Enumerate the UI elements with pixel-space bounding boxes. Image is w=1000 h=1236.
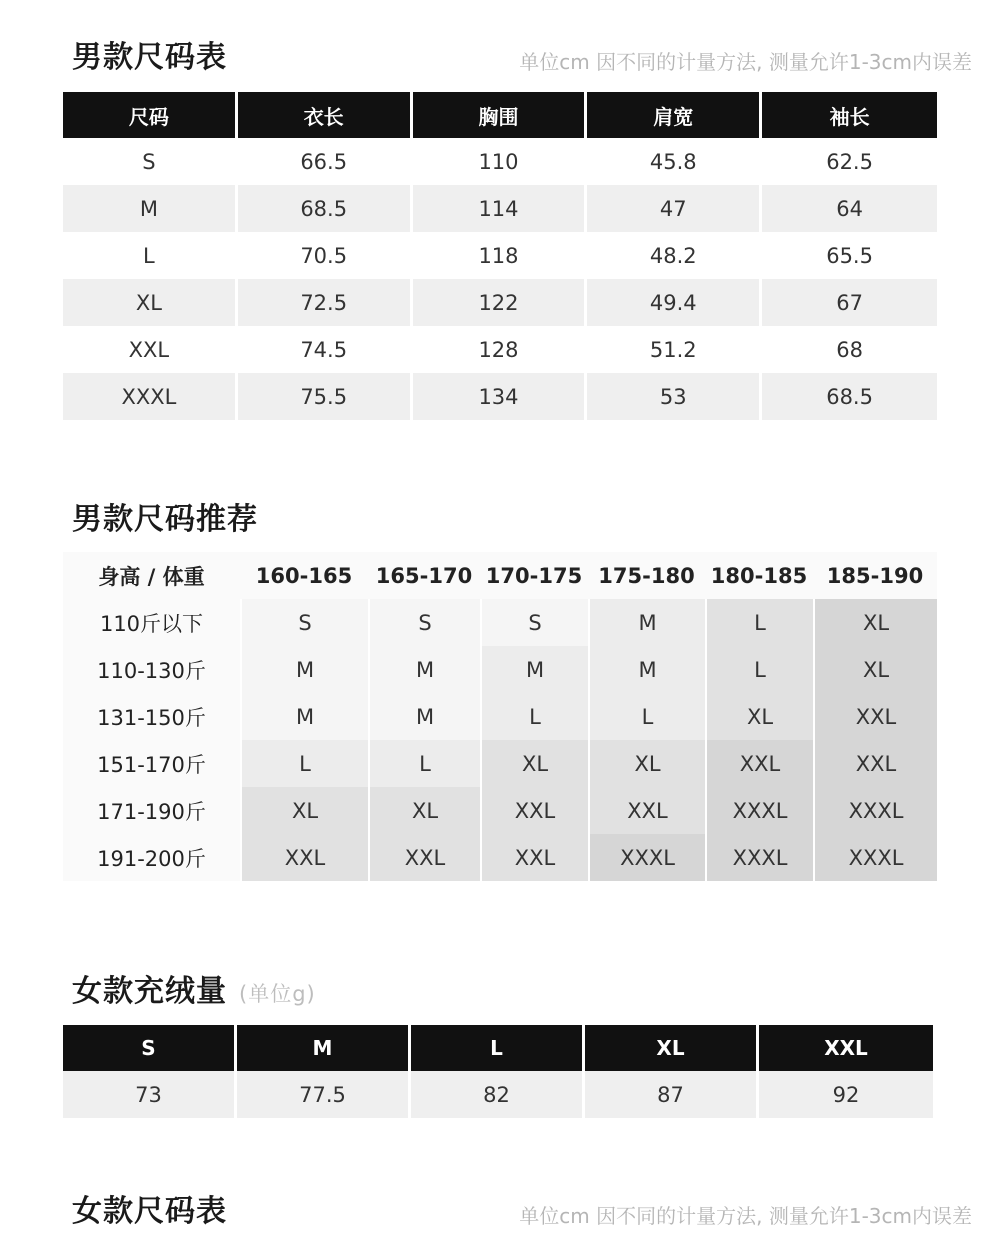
measurement-cell: 114 [413, 185, 588, 232]
table-row [63, 232, 937, 279]
recommended-size-cell: L [368, 740, 480, 787]
men-size-chart-note: 单位cm 因不同的计量方法, 测量允许1-3cm内误差 [519, 50, 972, 74]
men-recommendation-header-row [63, 552, 937, 599]
measurement-cell: 66.5 [238, 138, 413, 185]
measurement-cell: 122 [413, 279, 588, 326]
measurement-cell: 68.5 [762, 373, 937, 420]
recommended-size-cell: XXXL [588, 834, 705, 881]
size-cell: XXXL [63, 373, 238, 420]
women-down-fill-unit-note: (单位g) [239, 982, 316, 1006]
measurement-cell: 72.5 [238, 279, 413, 326]
men-size-header-row [63, 92, 937, 138]
table-row [63, 787, 937, 834]
table-row [63, 834, 937, 881]
size-header: XL [585, 1025, 759, 1071]
recommended-size-cell: L [705, 646, 813, 693]
women-down-fill-title [72, 966, 316, 1010]
table-row [63, 326, 937, 373]
down-fill-value: 82 [411, 1071, 585, 1118]
table-row [63, 693, 937, 740]
down-fill-value-row [63, 1071, 933, 1118]
measurement-cell: 53 [587, 373, 762, 420]
recommended-size-cell: XL [588, 740, 705, 787]
recommended-size-cell: XXL [588, 787, 705, 834]
table-row [63, 646, 937, 693]
measurement-cell: 62.5 [826, 149, 873, 174]
measurement-cell: 118 [413, 232, 588, 279]
column-header: 衣长 [238, 92, 413, 138]
recommended-size-cell: XL [813, 599, 937, 646]
recommended-size-cell: XXL [368, 834, 480, 881]
measurement-cell: 45.8 [587, 138, 762, 185]
recommended-size-cell: S [480, 599, 588, 646]
measurement-cell: 74.5 [238, 326, 413, 373]
down-fill-value: 92 [759, 1071, 933, 1118]
size-header: M [237, 1025, 411, 1071]
recommended-size-cell: XL [240, 787, 368, 834]
recommended-size-cell: M [368, 646, 480, 693]
measurement-cell: 64 [762, 185, 937, 232]
table-row [63, 373, 937, 420]
recommended-size-cell: XXXL [813, 834, 937, 881]
men-recommendation-table [63, 552, 937, 881]
column-header: 肩宽 [587, 92, 762, 138]
size-header: L [411, 1025, 585, 1071]
measurement-cell: 51.2 [587, 326, 762, 373]
recommended-size-cell: XL [813, 646, 937, 693]
recommended-size-cell: M [480, 646, 588, 693]
down-fill-value: 73 [63, 1071, 237, 1118]
recommended-size-cell: XL [705, 693, 813, 740]
height-range-header: 165-170 [368, 552, 480, 599]
height-range-header: 180-185 [705, 552, 813, 599]
recommended-size-cell: L [240, 740, 368, 787]
column-header: 胸围 [413, 92, 588, 138]
weight-range-label: 191-200斤 [63, 834, 240, 881]
men-size-table [63, 92, 937, 420]
table-row [63, 138, 937, 185]
down-fill-value: 77.5 [237, 1071, 411, 1118]
measurement-cell: 110 [413, 138, 588, 185]
recommended-size-cell: L [480, 693, 588, 740]
recommended-size-cell: XXL [813, 740, 937, 787]
recommended-size-cell: XXXL [813, 787, 937, 834]
recommended-size-cell: XXL [813, 693, 937, 740]
recommended-size-cell: L [588, 693, 705, 740]
recommended-size-cell: M [368, 693, 480, 740]
down-fill-header-row [63, 1025, 933, 1071]
recommended-size-cell: M [240, 693, 368, 740]
measurement-cell: 68 [836, 337, 863, 362]
recommended-size-cell: XXL [705, 740, 813, 787]
table-row [63, 599, 937, 646]
recommended-size-cell: XXXL [705, 834, 813, 881]
recommended-size-cell: L [705, 599, 813, 646]
women-down-fill-title-text: 女款充绒量 [72, 974, 227, 1009]
height-range-header: 185-190 [813, 552, 937, 599]
size-cell: XL [63, 279, 238, 326]
recommended-size-cell: XL [480, 740, 588, 787]
table-row [63, 185, 937, 232]
recommended-size-cell: XL [368, 787, 480, 834]
measurement-cell: 128 [413, 326, 588, 373]
recommended-size-cell: XXL [480, 787, 588, 834]
height-range-header: 160-165 [240, 552, 368, 599]
measurement-cell: 67 [762, 279, 937, 326]
recommended-size-cell: S [240, 599, 368, 646]
size-cell: XXL [63, 326, 238, 373]
measurement-cell: 134 [413, 373, 588, 420]
column-header: 袖长 [762, 92, 937, 138]
men-size-chart-title: 男款尺码表 [72, 40, 227, 75]
measurement-cell: 70.5 [238, 232, 413, 279]
measurement-cell: 47 [587, 185, 762, 232]
column-header: 尺码 [63, 92, 238, 138]
weight-range-label: 110斤以下 [63, 599, 240, 646]
height-range-header: 170-175 [480, 552, 588, 599]
measurement-cell: 49.4 [587, 279, 762, 326]
recommended-size-cell: M [588, 599, 705, 646]
men-recommendation-title: 男款尺码推荐 [72, 502, 258, 537]
size-header: S [63, 1025, 237, 1071]
size-cell: L [63, 232, 238, 279]
table-row [63, 740, 937, 787]
measurement-cell: 48.2 [587, 232, 762, 279]
measurement-cell: 68.5 [238, 185, 413, 232]
size-cell: M [63, 185, 238, 232]
size-header: XXL [759, 1025, 933, 1071]
recommended-size-cell: XXL [240, 834, 368, 881]
measurement-cell: 65.5 [826, 243, 873, 268]
recommended-size-cell: XXXL [705, 787, 813, 834]
down-fill-value: 87 [585, 1071, 759, 1118]
measurement-cell: 75.5 [238, 373, 413, 420]
size-cell: S [63, 138, 238, 185]
weight-range-label: 171-190斤 [63, 787, 240, 834]
women-size-chart-note: 单位cm 因不同的计量方法, 测量允许1-3cm内误差 [519, 1204, 972, 1228]
weight-range-label: 151-170斤 [63, 740, 240, 787]
corner-label: 身高 / 体重 [63, 552, 240, 599]
recommended-size-cell: M [240, 646, 368, 693]
table-row [63, 279, 937, 326]
recommended-size-cell: XXL [480, 834, 588, 881]
weight-range-label: 131-150斤 [63, 693, 240, 740]
women-down-fill-table [63, 1025, 933, 1118]
weight-range-label: 110-130斤 [63, 646, 240, 693]
women-size-chart-title: 女款尺码表 [72, 1194, 227, 1229]
recommended-size-cell: M [588, 646, 705, 693]
height-range-header: 175-180 [588, 552, 705, 599]
recommended-size-cell: S [368, 599, 480, 646]
